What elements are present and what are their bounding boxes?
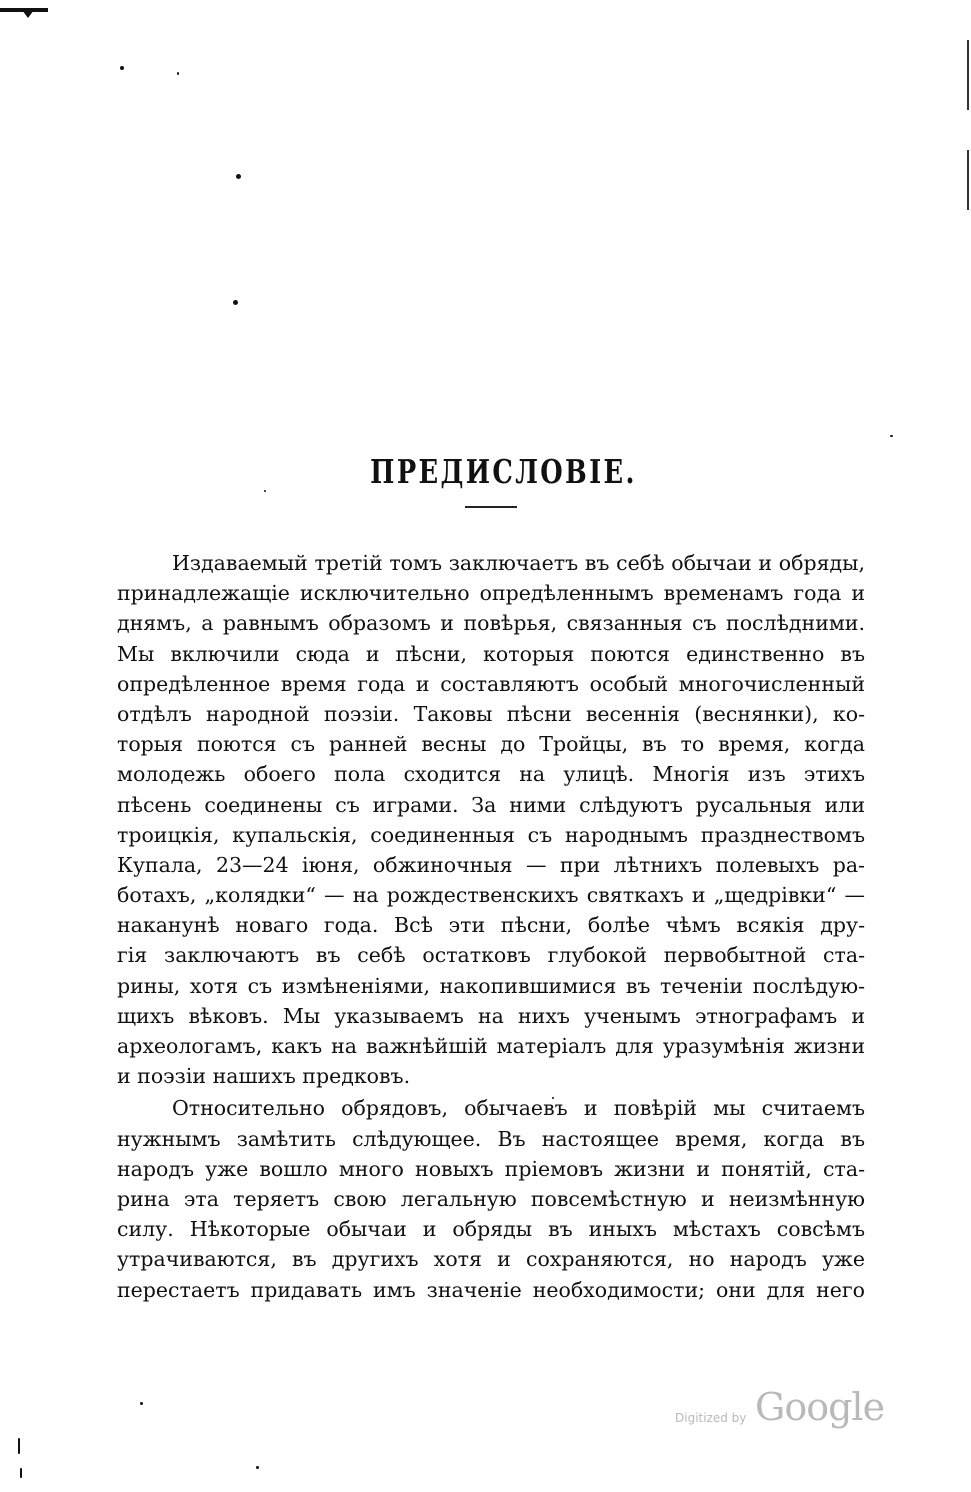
body-text [117, 548, 865, 1305]
text-line: днямъ, а равнымъ образомъ и повѣрья, связанныя съ послѣдними. [117, 611, 865, 636]
page-edge-shadow [967, 40, 969, 110]
page-edge-shadow [967, 150, 969, 210]
text-line: принадлежащіе исключительно опредѣленнымъ временамъ года и [117, 581, 865, 606]
text-line: народъ уже вошло много новыхъ пріемовъ жизни и понятій, ста- [117, 1156, 865, 1181]
ink-speck [256, 1466, 259, 1469]
text-line: перестаетъ придавать имъ значеніе необходимости; они для него [117, 1277, 865, 1302]
text-line: и поэзіи нашихъ предковъ. [117, 1064, 411, 1089]
text-line: Купала, 23—24 іюня, обжиночныя — при лѣтнихъ полевыхъ ра- [117, 852, 865, 877]
text-line: Издаваемый третій томъ заключаетъ въ себѣ обычаи и обряды, [172, 551, 865, 575]
text-line: Мы включили сюда и пѣсни, которыя поются единственно въ [117, 641, 865, 666]
digitized-watermark [675, 1385, 885, 1435]
text-line: Относительно обрядовъ, обычаевъ и повѣрій мы считаемъ [172, 1096, 865, 1121]
text-line: ботахъ, „колядки“ — на рождественскихъ святкахъ и „щедрівки“ — [117, 883, 865, 908]
text-line: торыя поются съ ранней весны до Тройцы, въ то время, когда [117, 732, 865, 757]
text-line: пѣсень соединены съ играми. За ними слѣдуютъ русальныя или [117, 792, 865, 817]
text-line: наканунѣ новаго года. Всѣ эти пѣсни, болѣе чѣмъ всякія дру- [117, 913, 865, 938]
paragraph-1 [117, 548, 865, 1091]
text-line: рины, хотя съ измѣненіями, накопившимися въ теченіи послѣдую- [117, 973, 865, 998]
ink-speck [18, 1438, 20, 1454]
paragraph-2 [117, 1093, 865, 1304]
ink-speck [140, 1402, 143, 1405]
text-line: гія заключаютъ въ себѣ остатковъ глубокой первобытной ста- [117, 943, 865, 968]
ink-speck [233, 300, 238, 305]
text-line: нужнымъ замѣтить слѣдующее. Въ настоящее время, когда въ [117, 1126, 865, 1151]
text-line: утрачиваются, въ другихъ хотя и сохраняются, но народъ уже [117, 1247, 865, 1272]
ink-speck [890, 435, 893, 437]
text-line: отдѣлъ народной поэзіи. Таковы пѣсни весеннія (веснянки), ко- [117, 701, 865, 726]
text-line: силу. Нѣкоторые обычаи и обряды въ иныхъ мѣстахъ совсѣмъ [117, 1217, 865, 1242]
watermark-logo: Google [755, 1385, 885, 1429]
text-line: щихъ вѣковъ. Мы указываемъ на нихъ ученымъ этнографамъ и [117, 1003, 865, 1028]
ink-speck [20, 1468, 22, 1478]
text-line: троицкія, купальскія, соединенныя съ народнымъ празднествомъ [117, 822, 865, 847]
ink-speck [120, 66, 124, 70]
text-line: молодежь обоего пола сходится на улицѣ. Многія изъ этихъ [117, 762, 865, 787]
page-title: ПРЕДИСЛОВІЕ. [370, 452, 637, 492]
ink-speck [236, 174, 241, 179]
title-divider [465, 506, 517, 508]
text-line: рина эта теряетъ свою легальную повсемѣстную и неизмѣнную [117, 1186, 865, 1211]
text-line: опредѣленное время года и составляютъ особый многочисленный [117, 671, 865, 696]
text-line: археологамъ, какъ на важнѣйшій матеріалъ для уразумѣнія жизни [117, 1034, 865, 1058]
scan-mark-tip [22, 10, 34, 18]
watermark-prefix: Digitized by [675, 1411, 747, 1425]
ink-speck [177, 72, 179, 75]
